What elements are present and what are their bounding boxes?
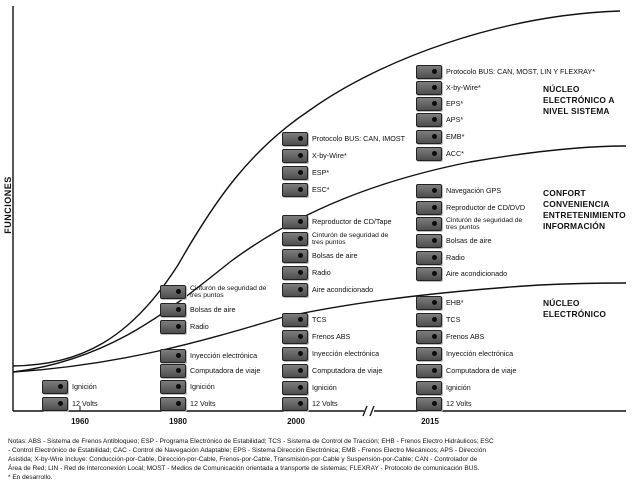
component-label: APS* bbox=[446, 115, 464, 124]
component-item bbox=[282, 249, 358, 263]
component-item bbox=[282, 266, 331, 280]
chip-icon bbox=[416, 296, 442, 310]
category-nucleo-electronico bbox=[543, 298, 606, 320]
chip-icon bbox=[282, 215, 308, 229]
component-item bbox=[416, 251, 465, 265]
era-label-2015: 2015 bbox=[421, 417, 439, 426]
chip-icon bbox=[160, 303, 186, 317]
component-item bbox=[160, 303, 236, 317]
component-item bbox=[160, 397, 216, 411]
chip-icon bbox=[416, 381, 442, 395]
component-item bbox=[282, 381, 337, 395]
component-item bbox=[416, 364, 516, 378]
footnote-line: Área de Red; LIN - Red de Interconexión Local; MOST - Medios de Comunicación orientada a transporte de sistemas; FLEXRAY - Protocolo de comunicación BUS. bbox=[8, 465, 480, 473]
component-label: Aire acondicionado bbox=[446, 269, 508, 278]
component-item bbox=[416, 267, 507, 281]
era-label-1960: 1960 bbox=[71, 417, 89, 426]
chip-icon bbox=[42, 380, 68, 394]
footnote-line: Notas: ABS - Sistema de Frenos Antibloqueo; ESP - Programa Electrónico de Estabilidad; TCS - Sistema de Control de Tracción; EHB - Frenos Electro Hidráulicos; ESC bbox=[8, 438, 494, 445]
component-item bbox=[42, 397, 98, 411]
component-item bbox=[416, 113, 463, 127]
chip-icon bbox=[416, 267, 442, 281]
category-line: NIVEL SISTEMA bbox=[543, 106, 610, 116]
component-item bbox=[416, 234, 492, 248]
component-label: Inyección electrónica bbox=[312, 349, 380, 358]
component-item bbox=[282, 397, 338, 411]
chip-icon bbox=[416, 234, 442, 248]
component-item bbox=[416, 397, 472, 411]
component-item bbox=[416, 130, 464, 144]
component-label: EMB* bbox=[446, 132, 465, 141]
component-item bbox=[160, 320, 209, 334]
chip-icon bbox=[282, 381, 308, 395]
era-label-2000: 2000 bbox=[287, 417, 305, 426]
chip-icon bbox=[416, 113, 442, 127]
chip-icon bbox=[416, 184, 442, 198]
chip-icon bbox=[416, 65, 442, 79]
component-label: Computadora de viaje bbox=[312, 366, 383, 375]
component-item bbox=[282, 183, 330, 197]
component-label: Protocolo BUS: CAN, IMOST bbox=[312, 134, 406, 143]
component-label: Computadora de viaje bbox=[190, 366, 261, 375]
chip-icon bbox=[416, 81, 442, 95]
component-label: Reproductor de CD/Tape bbox=[312, 217, 392, 226]
category-line: ELECTRÓNICO A bbox=[543, 95, 615, 105]
component-label: TCS bbox=[446, 315, 461, 324]
component-label: Inyección electrónica bbox=[446, 349, 514, 358]
chip-icon bbox=[282, 266, 308, 280]
chip-icon bbox=[416, 217, 442, 231]
category-line: ELECTRÓNICO bbox=[543, 309, 607, 319]
component-label: Cinturón de seguridad de tres puntos bbox=[190, 285, 267, 299]
component-label: Inyección electrónica bbox=[190, 351, 258, 360]
component-item bbox=[42, 380, 97, 394]
component-label: Cinturón de seguridad de tres puntos bbox=[446, 217, 523, 231]
category-line: NÚCLEO bbox=[543, 84, 580, 94]
component-label: Navegación GPS bbox=[446, 186, 502, 195]
component-item bbox=[416, 313, 460, 327]
component-item bbox=[282, 215, 392, 229]
component-label: Protocolo BUS: CAN, MOST, LIN Y FLEXRAY* bbox=[446, 67, 595, 76]
y-axis-label: FUNCIONES bbox=[3, 176, 13, 234]
component-item bbox=[416, 217, 532, 231]
chip-icon bbox=[416, 347, 442, 361]
component-label: ESC* bbox=[312, 185, 330, 194]
component-label: Ignición bbox=[312, 383, 337, 392]
component-label: Radio bbox=[190, 322, 209, 331]
chip-icon bbox=[282, 232, 308, 246]
component-item bbox=[416, 147, 464, 161]
chip-icon bbox=[282, 330, 308, 344]
component-item bbox=[282, 330, 350, 344]
component-label: 12 Volts bbox=[312, 399, 338, 408]
component-item bbox=[416, 81, 481, 95]
chip-icon bbox=[416, 201, 442, 215]
component-item bbox=[416, 347, 513, 361]
component-label: Frenos ABS bbox=[446, 332, 485, 341]
component-item bbox=[282, 149, 347, 163]
chip-icon bbox=[160, 380, 186, 394]
component-label: Aire acondicionado bbox=[312, 285, 374, 294]
category-line: ENTRETENIMIENTO bbox=[543, 210, 626, 220]
component-item bbox=[282, 283, 373, 297]
chip-icon bbox=[42, 397, 68, 411]
chip-icon bbox=[160, 285, 186, 299]
chip-icon bbox=[416, 397, 442, 411]
footnotes bbox=[8, 437, 630, 482]
chip-icon bbox=[282, 347, 308, 361]
chip-icon bbox=[416, 251, 442, 265]
chip-icon bbox=[282, 183, 308, 197]
component-item bbox=[282, 132, 405, 146]
category-line: CONFORT bbox=[543, 188, 586, 198]
chip-icon bbox=[282, 249, 308, 263]
component-item bbox=[160, 364, 260, 378]
chip-icon bbox=[416, 313, 442, 327]
component-label: Reproductor de CD/DVD bbox=[446, 203, 526, 212]
component-item bbox=[282, 347, 379, 361]
chip-icon bbox=[416, 147, 442, 161]
component-label: 12 Volts bbox=[446, 399, 472, 408]
component-item bbox=[282, 313, 326, 327]
chip-icon bbox=[282, 364, 308, 378]
axis-break bbox=[363, 406, 374, 416]
component-item bbox=[416, 381, 471, 395]
component-label: Cinturón de seguridad de tres puntos bbox=[312, 232, 389, 246]
component-label: Radio bbox=[312, 268, 331, 277]
chip-icon bbox=[282, 283, 308, 297]
chip-icon bbox=[416, 330, 442, 344]
component-label: 12 Volts bbox=[72, 399, 98, 408]
category-line: CONVENIENCIA bbox=[543, 199, 610, 209]
component-item bbox=[282, 232, 398, 246]
component-label: Bolsas de aire bbox=[446, 236, 492, 245]
component-label: Frenos ABS bbox=[312, 332, 351, 341]
component-label: ACC* bbox=[446, 149, 464, 158]
component-label: Bolsas de aire bbox=[312, 251, 358, 260]
component-label: Bolsas de aire bbox=[190, 305, 236, 314]
chip-icon bbox=[282, 166, 308, 180]
component-item bbox=[282, 364, 382, 378]
component-item bbox=[416, 184, 501, 198]
component-item bbox=[282, 166, 329, 180]
component-item bbox=[416, 330, 484, 344]
category-line: NÚCLEO bbox=[543, 298, 580, 308]
chip-icon bbox=[282, 149, 308, 163]
category-line: INFORMACIÓN bbox=[543, 221, 606, 231]
component-item bbox=[160, 349, 257, 363]
chip-icon bbox=[282, 132, 308, 146]
component-label: Ignición bbox=[190, 382, 215, 391]
component-item bbox=[416, 97, 463, 111]
chip-icon bbox=[282, 313, 308, 327]
component-label: X-by-Wire* bbox=[446, 83, 481, 92]
footnote-line: * En desarrollo. bbox=[8, 474, 53, 482]
component-label: 12 Volts bbox=[190, 399, 216, 408]
component-label: Ignición bbox=[72, 382, 97, 391]
component-item bbox=[160, 380, 215, 394]
category-confort bbox=[543, 188, 626, 232]
component-item bbox=[416, 65, 595, 79]
chip-icon bbox=[416, 364, 442, 378]
chip-icon bbox=[160, 364, 186, 378]
chip-icon bbox=[416, 130, 442, 144]
footnote-line: Asistida; X-by-Wire Incluye: Conducción-por-Cable, Dirección-por-Cable, Frenos-por-Cable, Transmisión-por-Cable y Suspensión-por-Cable; CAN - Controlador de bbox=[8, 456, 478, 464]
component-label: Ignición bbox=[446, 383, 471, 392]
chip-icon bbox=[160, 397, 186, 411]
chip-icon bbox=[160, 349, 186, 363]
component-label: EHB* bbox=[446, 298, 464, 307]
era-label-1980: 1980 bbox=[169, 417, 187, 426]
component-label: EPS* bbox=[446, 99, 464, 108]
component-label: X-by-Wire* bbox=[312, 151, 347, 160]
component-item bbox=[416, 201, 525, 215]
chip-icon bbox=[282, 397, 308, 411]
chip-icon bbox=[416, 97, 442, 111]
component-label: Radio bbox=[446, 253, 465, 262]
component-item bbox=[160, 285, 276, 299]
component-label: TCS bbox=[312, 315, 327, 324]
category-nucleo-sistema bbox=[543, 84, 615, 117]
component-item bbox=[416, 296, 464, 310]
component-label: ESP* bbox=[312, 168, 330, 177]
component-label: Computadora de viaje bbox=[446, 366, 517, 375]
chip-icon bbox=[160, 320, 186, 334]
footnote-line: - Control Electrónico de Estabilidad; CAC - Control de Navegación Adaptable; EPS - Sistema Dirección Electrónica; EMB - Frenos Electro Mecánicos; APS - Dirección bbox=[8, 447, 486, 455]
